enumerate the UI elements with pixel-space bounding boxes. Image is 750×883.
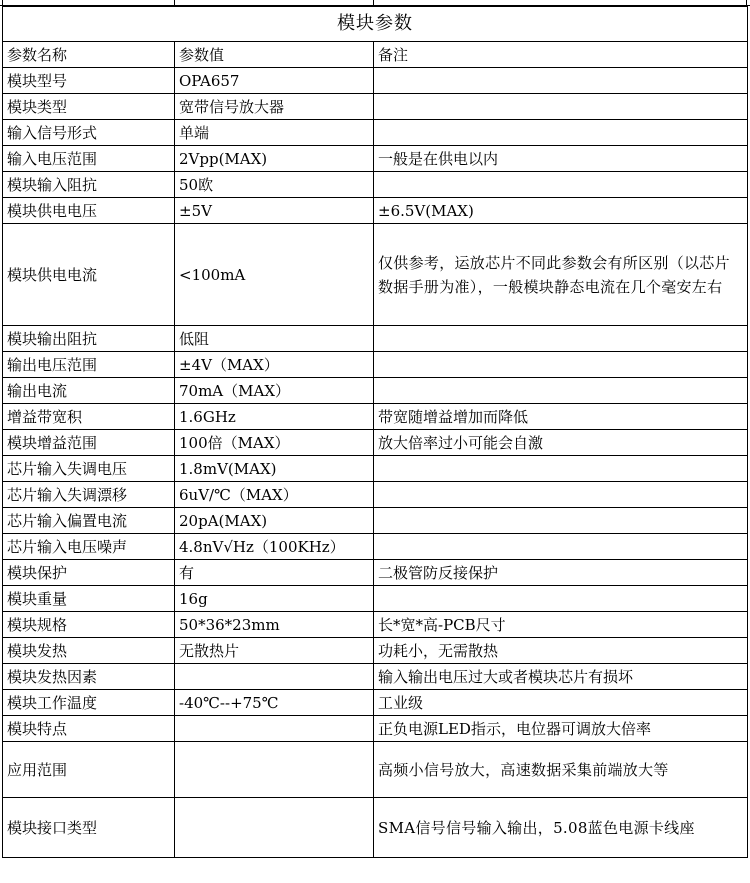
param-name: 芯片输入电压噪声 xyxy=(3,534,175,560)
param-name: 应用范围 xyxy=(3,742,175,798)
param-value: 16g xyxy=(175,586,374,612)
param-name: 模块输入阻抗 xyxy=(3,172,175,198)
param-value: 20pA(MAX) xyxy=(175,508,374,534)
table-row xyxy=(3,534,748,560)
param-name: 模块增益范围 xyxy=(3,430,175,456)
table-header-row xyxy=(3,42,748,68)
param-value: -40℃--+75℃ xyxy=(175,690,374,716)
header-param-name: 参数名称 xyxy=(3,42,175,68)
table-row xyxy=(3,716,748,742)
param-note: 一般是在供电以内 xyxy=(374,146,748,172)
table-row xyxy=(3,172,748,198)
param-note xyxy=(374,172,748,198)
param-value: 1.8mV(MAX) xyxy=(175,456,374,482)
param-value: ±5V xyxy=(175,198,374,224)
param-value: ±4V（MAX） xyxy=(175,352,374,378)
param-value: 50*36*23mm xyxy=(175,612,374,638)
param-note: 带宽随增益增加而降低 xyxy=(374,404,748,430)
param-note: 输入输出电压过大或者模块芯片有损坏 xyxy=(374,664,748,690)
param-note xyxy=(374,326,748,352)
table-row xyxy=(3,68,748,94)
param-name: 模块工作温度 xyxy=(3,690,175,716)
param-value xyxy=(175,798,374,858)
table-row xyxy=(3,120,748,146)
param-note xyxy=(374,120,748,146)
table-row xyxy=(3,352,748,378)
param-name: 芯片输入偏置电流 xyxy=(3,508,175,534)
param-value: 低阻 xyxy=(175,326,374,352)
param-value: 4.8nV√Hz（100KHz） xyxy=(175,534,374,560)
param-name: 模块类型 xyxy=(3,94,175,120)
table-row xyxy=(3,586,748,612)
param-value: 无散热片 xyxy=(175,638,374,664)
param-note xyxy=(374,94,748,120)
table-row xyxy=(3,198,748,224)
param-name: 模块保护 xyxy=(3,560,175,586)
table-row xyxy=(3,798,748,858)
param-note xyxy=(374,508,748,534)
table-row xyxy=(3,690,748,716)
param-value xyxy=(175,664,374,690)
param-note xyxy=(374,534,748,560)
param-name: 模块输出阻抗 xyxy=(3,326,175,352)
module-parameters-table xyxy=(2,6,748,858)
param-note: 放大倍率过小可能会自激 xyxy=(374,430,748,456)
param-value: 6uV/℃（MAX） xyxy=(175,482,374,508)
table-title-row xyxy=(3,7,748,42)
param-name: 输出电压范围 xyxy=(3,352,175,378)
param-name: 芯片输入失调漂移 xyxy=(3,482,175,508)
table-row xyxy=(3,430,748,456)
param-note: ±6.5V(MAX) xyxy=(374,198,748,224)
table-title: 模块参数 xyxy=(3,7,748,42)
param-value: 50欧 xyxy=(175,172,374,198)
table-row xyxy=(3,146,748,172)
param-note: 仅供参考，运放芯片不同此参数会有所区别（以芯片数据手册为准），一般模块静态电流在几个毫安左右 xyxy=(374,224,748,326)
param-note: 工业级 xyxy=(374,690,748,716)
param-name: 模块重量 xyxy=(3,586,175,612)
param-name: 模块接口类型 xyxy=(3,798,175,858)
param-name: 模块特点 xyxy=(3,716,175,742)
param-note: 正负电源LED指示，电位器可调放大倍率 xyxy=(374,716,748,742)
param-note: 功耗小，无需散热 xyxy=(374,638,748,664)
param-value: 有 xyxy=(175,560,374,586)
param-value: <100mA xyxy=(175,224,374,326)
param-note xyxy=(374,352,748,378)
header-param-value: 参数值 xyxy=(175,42,374,68)
header-note: 备注 xyxy=(374,42,748,68)
table-row xyxy=(3,612,748,638)
table-row xyxy=(3,224,748,326)
table-row xyxy=(3,94,748,120)
param-value xyxy=(175,742,374,798)
table-row xyxy=(3,404,748,430)
param-name: 输出电流 xyxy=(3,378,175,404)
param-value: OPA657 xyxy=(175,68,374,94)
table-row xyxy=(3,742,748,798)
param-note xyxy=(374,456,748,482)
param-name: 模块型号 xyxy=(3,68,175,94)
table-row xyxy=(3,560,748,586)
param-name: 模块供电电流 xyxy=(3,224,175,326)
param-name: 增益带宽积 xyxy=(3,404,175,430)
table-row xyxy=(3,378,748,404)
param-name: 模块发热因素 xyxy=(3,664,175,690)
param-note: 二极管防反接保护 xyxy=(374,560,748,586)
param-note xyxy=(374,482,748,508)
param-name: 输入电压范围 xyxy=(3,146,175,172)
param-note: SMA信号信号输入输出，5.08蓝色电源卡线座 xyxy=(374,798,748,858)
param-value: 宽带信号放大器 xyxy=(175,94,374,120)
param-value: 单端 xyxy=(175,120,374,146)
param-note: 高频小信号放大，高速数据采集前端放大等 xyxy=(374,742,748,798)
param-value: 2Vpp(MAX) xyxy=(175,146,374,172)
param-name: 输入信号形式 xyxy=(3,120,175,146)
param-name: 模块供电电压 xyxy=(3,198,175,224)
table-row xyxy=(3,508,748,534)
param-value: 100倍（MAX） xyxy=(175,430,374,456)
table-row xyxy=(3,664,748,690)
param-note xyxy=(374,586,748,612)
table-row xyxy=(3,482,748,508)
param-value xyxy=(175,716,374,742)
table-row xyxy=(3,638,748,664)
param-value: 70mA（MAX） xyxy=(175,378,374,404)
param-note: 长*宽*高-PCB尺寸 xyxy=(374,612,748,638)
param-name: 模块发热 xyxy=(3,638,175,664)
param-value: 1.6GHz xyxy=(175,404,374,430)
table-row xyxy=(3,456,748,482)
table-row xyxy=(3,326,748,352)
param-note xyxy=(374,378,748,404)
param-name: 模块规格 xyxy=(3,612,175,638)
param-name: 芯片输入失调电压 xyxy=(3,456,175,482)
param-note xyxy=(374,68,748,94)
